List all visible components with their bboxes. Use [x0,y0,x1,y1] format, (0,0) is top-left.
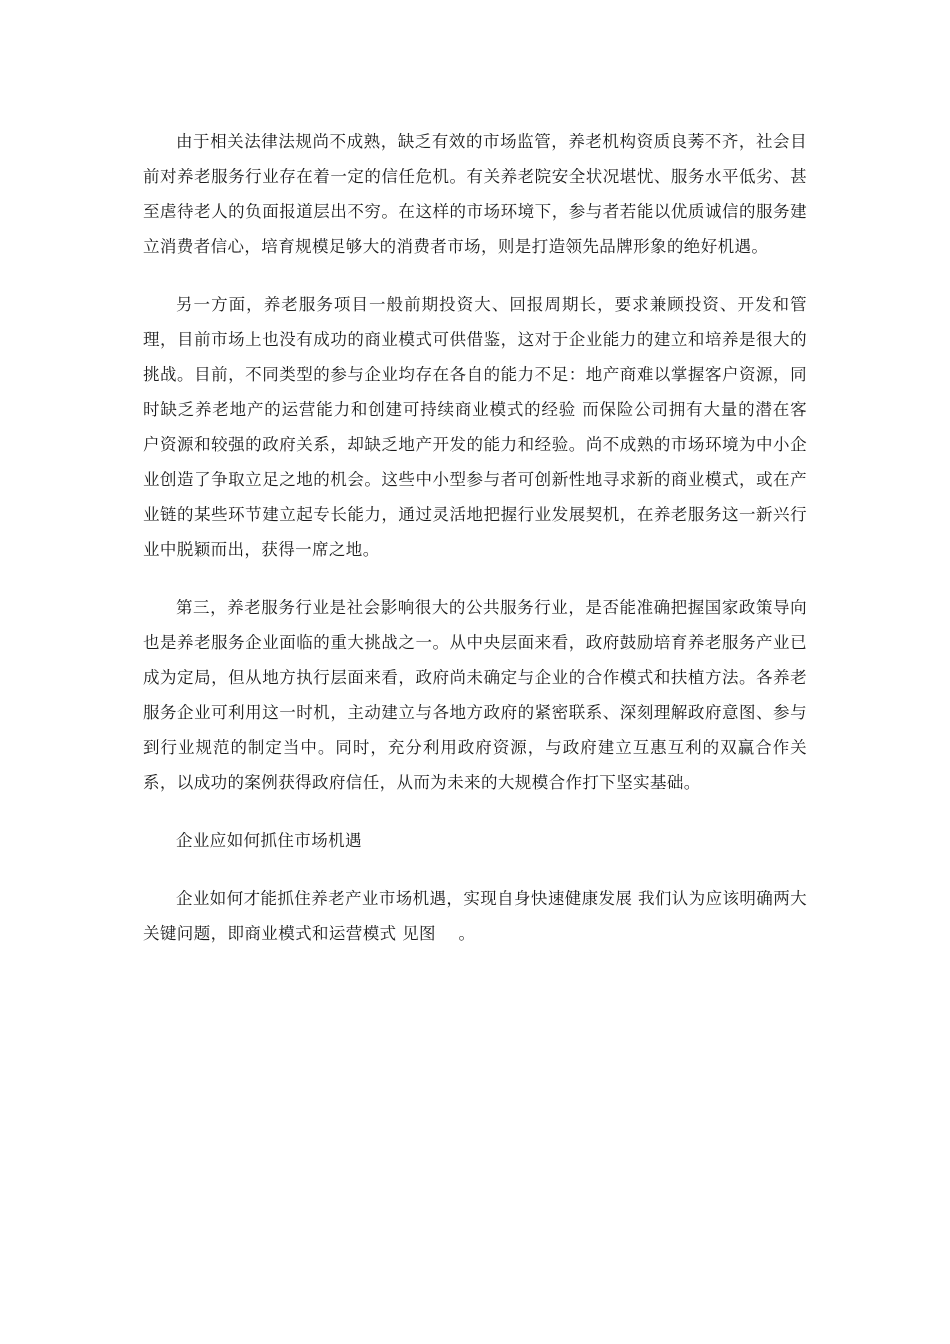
paragraph-closing: 企业如何才能抓住养老产业市场机遇，实现自身快速健康发展 我们认为应该明确两大关键问题，即商业模式和运营模式 见图 。 [143,889,807,943]
document-body [143,124,807,974]
paragraph-market-trust: 由于相关法律法规尚不成熟，缺乏有效的市场监管，养老机构资质良莠不齐，社会目前对养老服务行业存在着一定的信任危机。有关养老院安全状况堪忧、服务水平低劣、甚至虐待老人的负面报道层出不穷。在这样的市场环境下，参与者若能以优质诚信的服务建立消费者信心，培育规模足够大的消费者市场，则是打造领先品牌形象的绝好机遇。 [143,132,807,256]
section-heading: 企业应如何抓住市场机遇 [176,831,362,850]
paragraph-capability-challenge: 另一方面，养老服务项目一般前期投资大、回报周期长，要求兼顾投资、开发和管理，目前市场上也没有成功的商业模式可供借鉴，这对于企业能力的建立和培养是很大的挑战。目前，不同类型的参与企业均存在各自的能力不足：地产商难以掌握客户资源，同时缺乏养老地产的运营能力和创建可持续商业模式的经验 而保险公司拥有大量的潜在客户资源和较强的政府关系，却缺乏地产开发的能力和经验。尚不成熟的市场环境为中小企业创造了争取立足之地的机会。这些中小型参与者可创新性地寻求新的商业模式，或在产业链的某些环节建立起专长能力，通过灵活地把握行业发展契机，在养老服务这一新兴行业中脱颖而出，获得一席之地。 [143,295,807,559]
paragraph-policy-challenge: 第三，养老服务行业是社会影响很大的公共服务行业，是否能准确把握国家政策导向也是养老服务企业面临的重大挑战之一。从中央层面来看，政府鼓励培育养老服务产业已成为定局，但从地方执行层面来看，政府尚未确定与企业的合作模式和扶植方法。各养老服务企业可利用这一时机，主动建立与各地方政府的紧密联系、深刻理解政府意图、参与到行业规范的制定当中。同时，充分利用政府资源，与政府建立互惠互利的双赢合作关系，以成功的案例获得政府信任，从而为未来的大规模合作打下坚实基础。 [143,598,807,792]
